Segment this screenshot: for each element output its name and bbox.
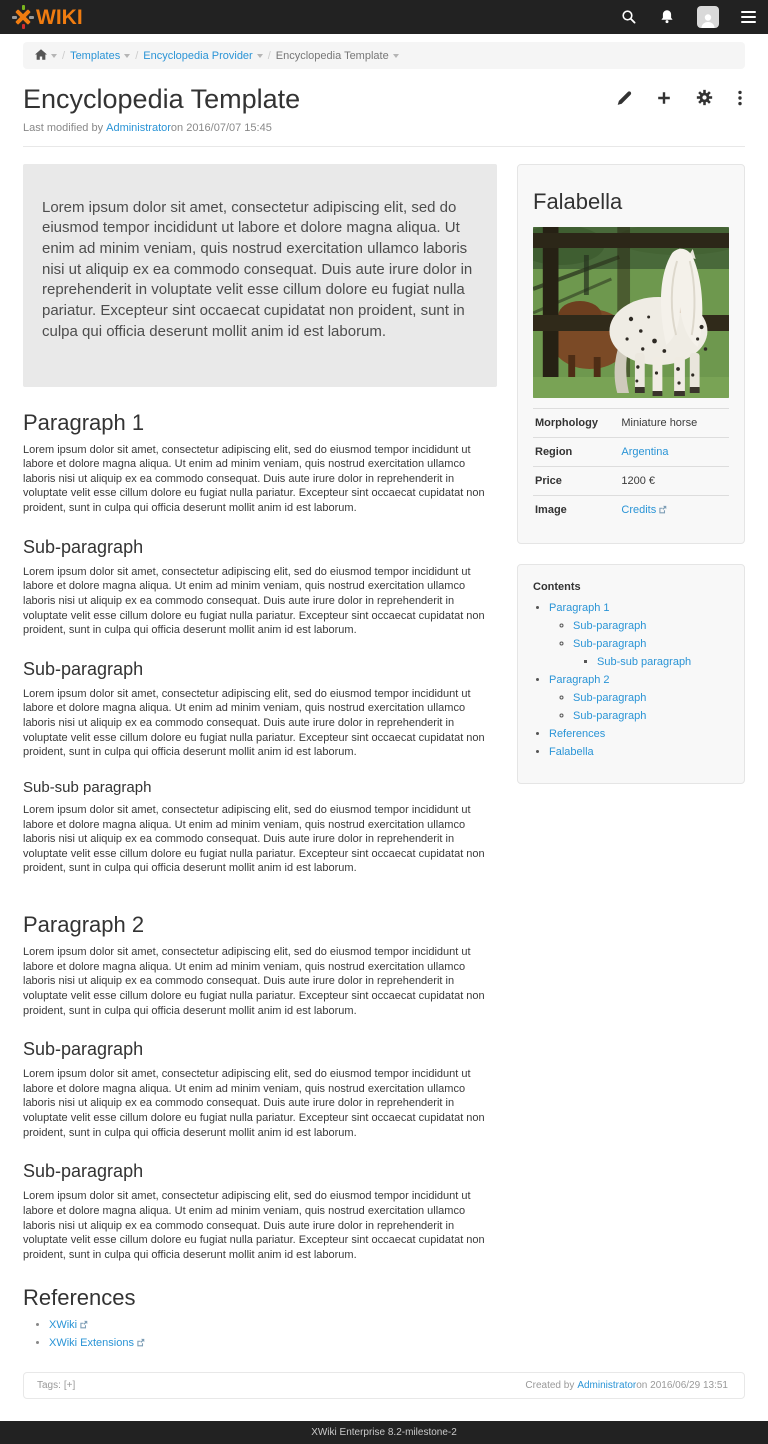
modified-suffix: on 2016/07/07 15:45	[170, 121, 272, 134]
table-of-contents	[533, 603, 729, 758]
section-body: Lorem ipsum dolor sit amet, consectetur adipiscing elit, sed do eiusmod tempor incididunt ut labore et dolore magna aliqua. Ut enim ad minim veniam, quis nostrud exercitation ullamco laboris nisi ut aliquip ex ea commodo consequat. Duis aute irure dolor in reprehenderit in voluptate velit esse cillum dolore eu fugiat nulla pariatur. Excepteur sint occaecat cupidatat non proident, sunt in culpa qui officia deserunt mollit anim id est laborum.	[23, 946, 485, 1017]
section-body: Lorem ipsum dolor sit amet, consectetur adipiscing elit, sed do eiusmod tempor incididunt ut labore et dolore magna aliqua. Ut enim ad minim veniam, quis nostrud exercitation ullamco laboris nisi ut aliquip ex ea commodo consequat. Duis aute irure dolor in reprehenderit in voluptate velit esse cillum dolore eu fugiat nulla pariatur. Excepteur sint occaecat cupidatat non proident, sunt in culpa qui officia deserunt mollit anim id est laborum.	[23, 443, 485, 514]
external-link-icon	[79, 1319, 88, 1334]
toc-link-sub-paragraph[interactable]: Sub-paragraph	[573, 619, 647, 632]
list-item	[573, 693, 729, 704]
breadcrumb-home-icon[interactable]	[35, 49, 47, 62]
section-heading-sub-paragraph: Sub-paragraph	[23, 1161, 144, 1182]
reference-link-xwiki-extensions[interactable]: XWiki Extensions	[49, 1337, 134, 1350]
settings-gear-icon[interactable]	[694, 89, 715, 109]
infobox-row-label: Morphology	[535, 416, 598, 429]
xwiki-logo[interactable]	[12, 5, 83, 29]
section-body: Lorem ipsum dolor sit amet, consectetur adipiscing elit, sed do eiusmod tempor incididunt ut labore et dolore magna aliqua. Ut enim ad minim veniam, quis nostrud exercitation ullamco laboris nisi ut aliquip ex ea commodo consequat. Duis aute irure dolor in reprehenderit in voluptate velit esse cillum dolore eu fugiat nulla pariatur. Excepteur sint occaecat cupidatat non proident, sunt in culpa qui officia deserunt mollit anim id est laborum.	[23, 1068, 485, 1139]
tags-area	[37, 1380, 75, 1391]
section-heading-paragraph-2: Paragraph 2	[23, 912, 145, 937]
bell-icon[interactable]	[659, 9, 675, 25]
section-body: Lorem ipsum dolor sit amet, consectetur adipiscing elit, sed do eiusmod tempor incididunt ut labore et dolore magna aliqua. Ut enim ad minim veniam, quis nostrud exercitation ullamco laboris nisi ut aliquip ex ea commodo consequat. Duis aute irure dolor in reprehenderit in voluptate velit esse cillum dolore eu fugiat nulla pariatur. Excepteur sint occaecat cupidatat non proident, sunt in culpa qui officia deserunt mollit anim id est laborum.	[23, 803, 485, 875]
xwiki-logo-text: WIKI	[36, 5, 83, 29]
section-heading-references: References	[23, 1285, 136, 1311]
external-link-icon	[136, 1337, 145, 1352]
breadcrumb-separator: /	[267, 49, 271, 62]
table-row	[533, 495, 729, 525]
search-icon[interactable]	[621, 9, 637, 25]
breadcrumb-link-encyclopedia-provider[interactable]: Encyclopedia Provider	[143, 49, 253, 62]
created-prefix: Created by	[525, 1380, 575, 1392]
site-footer	[0, 1421, 768, 1444]
intro-box: Lorem ipsum dolor sit amet, consectetur adipiscing elit, sed do eiusmod tempor incididunt ut labore et dolore magna aliqua. Ut enim ad minim veniam, quis nostrud exercitation ullamco laboris nisi ut aliquip ex ea commodo consequat. Duis aute irure dolor in reprehenderit in voluptate velit esse cillum dolore eu fugiat nulla pariatur. Excepteur sint occaecat cupidatat non proident, sunt in culpa qui officia deserunt mollit anim id est laborum.	[23, 164, 497, 387]
toc-link-sub-sub-paragraph[interactable]: Sub-sub paragraph	[597, 655, 692, 668]
list-item	[573, 639, 729, 668]
add-plus-icon[interactable]	[654, 89, 674, 109]
sidebar-column	[517, 164, 745, 804]
toc-link-sub-paragraph[interactable]: Sub-paragraph	[573, 637, 647, 650]
modified-prefix: Last modified by	[23, 121, 104, 134]
created-user-link[interactable]: Administrator	[577, 1380, 637, 1392]
page-title: Encyclopedia Template	[23, 84, 301, 114]
list-item	[49, 1318, 497, 1334]
version-text: XWiki Enterprise 8.2-milestone-2	[311, 1427, 457, 1439]
toc-link-references[interactable]: References	[549, 727, 606, 740]
document-footer-bar	[23, 1372, 745, 1399]
breadcrumb-separator: /	[135, 49, 139, 62]
toc-link-falabella[interactable]: Falabella	[549, 745, 594, 758]
created-suffix: on 2016/06/29 13:51	[636, 1380, 728, 1392]
credits-link[interactable]: Credits	[621, 503, 657, 516]
infobox-row-label: Region	[535, 445, 573, 458]
reference-link-xwiki[interactable]: XWiki	[49, 1319, 78, 1332]
breadcrumb-caret[interactable]	[393, 54, 399, 58]
created-by-line	[525, 1380, 731, 1391]
menu-icon[interactable]	[741, 11, 756, 23]
breadcrumb-caret[interactable]	[51, 54, 57, 58]
xwiki-logo-mark-icon	[12, 5, 34, 29]
contents-panel	[517, 564, 745, 784]
list-item	[549, 603, 729, 668]
breadcrumb-current-page: Encyclopedia Template	[275, 49, 389, 62]
tags-label: Tags:	[37, 1380, 61, 1392]
infobox-table	[533, 408, 729, 525]
section-heading-sub-sub-paragraph: Sub-sub paragraph	[23, 778, 152, 796]
external-link-icon	[658, 505, 667, 517]
infobox-row-label: Price	[535, 474, 562, 487]
list-item	[573, 621, 729, 632]
section-body: Lorem ipsum dolor sit amet, consectetur adipiscing elit, sed do eiusmod tempor incididunt ut labore et dolore magna aliqua. Ut enim ad minim veniam, quis nostrud exercitation ullamco laboris nisi ut aliquip ex ea commodo consequat. Duis aute irure dolor in reprehenderit in voluptate velit esse cillum dolore eu fugiat nulla pariatur. Excepteur sint occaecat cupidatat non proident, sunt in culpa qui officia deserunt mollit anim id est laborum.	[23, 1190, 485, 1261]
table-row	[533, 408, 729, 437]
infobox-row-value: 1200 €	[621, 474, 656, 487]
toc-link-paragraph-2[interactable]: Paragraph 2	[549, 673, 610, 686]
breadcrumb-link-templates[interactable]: Templates	[70, 49, 121, 62]
list-item	[549, 747, 729, 758]
more-options-icon[interactable]	[735, 89, 745, 109]
top-navbar	[0, 0, 768, 34]
infobox-title: Falabella	[533, 188, 623, 214]
list-item	[549, 729, 729, 740]
section-heading-sub-paragraph: Sub-paragraph	[23, 658, 144, 679]
infobox-row-label: Image	[535, 503, 567, 516]
page-actions	[614, 85, 745, 109]
table-row	[533, 437, 729, 466]
region-link[interactable]: Argentina	[621, 445, 669, 458]
user-avatar[interactable]	[697, 6, 719, 28]
breadcrumb-caret[interactable]	[257, 54, 263, 58]
toc-link-sub-paragraph[interactable]: Sub-paragraph	[573, 709, 647, 722]
modified-user-link[interactable]: Administrator	[106, 121, 171, 134]
add-tag-button[interactable]: [+]	[63, 1380, 76, 1392]
falabella-horse-photo	[533, 227, 729, 398]
section-body: Lorem ipsum dolor sit amet, consectetur adipiscing elit, sed do eiusmod tempor incididunt ut labore et dolore magna aliqua. Ut enim ad minim veniam, quis nostrud exercitation ullamco laboris nisi ut aliquip ex ea commodo consequat. Duis aute irure dolor in reprehenderit in voluptate velit esse cillum dolore eu fugiat nulla pariatur. Excepteur sint occaecat cupidatat non proident, sunt in culpa qui officia deserunt mollit anim id est laborum.	[23, 565, 485, 637]
last-modified-line	[23, 122, 745, 134]
section-heading-sub-paragraph: Sub-paragraph	[23, 1039, 144, 1060]
header-divider	[23, 146, 745, 147]
table-row	[533, 466, 729, 495]
document-content	[23, 164, 497, 1354]
section-heading-sub-paragraph: Sub-paragraph	[23, 536, 144, 557]
infobox-row-value: Miniature horse	[621, 416, 698, 429]
list-item	[573, 711, 729, 722]
references-list	[49, 1318, 497, 1352]
list-item	[549, 675, 729, 722]
list-item	[597, 657, 729, 668]
section-heading-paragraph-1: Paragraph 1	[23, 409, 145, 435]
breadcrumb-caret[interactable]	[124, 54, 130, 58]
infobox-panel	[517, 164, 745, 544]
toc-link-sub-paragraph[interactable]: Sub-paragraph	[573, 691, 647, 704]
breadcrumb	[23, 42, 745, 69]
contents-title: Contents	[533, 580, 581, 593]
section-body: Lorem ipsum dolor sit amet, consectetur adipiscing elit, sed do eiusmod tempor incididunt ut labore et dolore magna aliqua. Ut enim ad minim veniam, quis nostrud exercitation ullamco laboris nisi ut aliquip ex ea commodo consequat. Duis aute irure dolor in reprehenderit in voluptate velit esse cillum dolore eu fugiat nulla pariatur. Excepteur sint occaecat cupidatat non proident, sunt in culpa qui officia deserunt mollit anim id est laborum.	[23, 687, 485, 759]
edit-pencil-icon[interactable]	[614, 89, 634, 109]
breadcrumb-separator: /	[62, 49, 66, 62]
list-item	[49, 1336, 497, 1352]
toc-link-paragraph-1[interactable]: Paragraph 1	[549, 601, 610, 614]
